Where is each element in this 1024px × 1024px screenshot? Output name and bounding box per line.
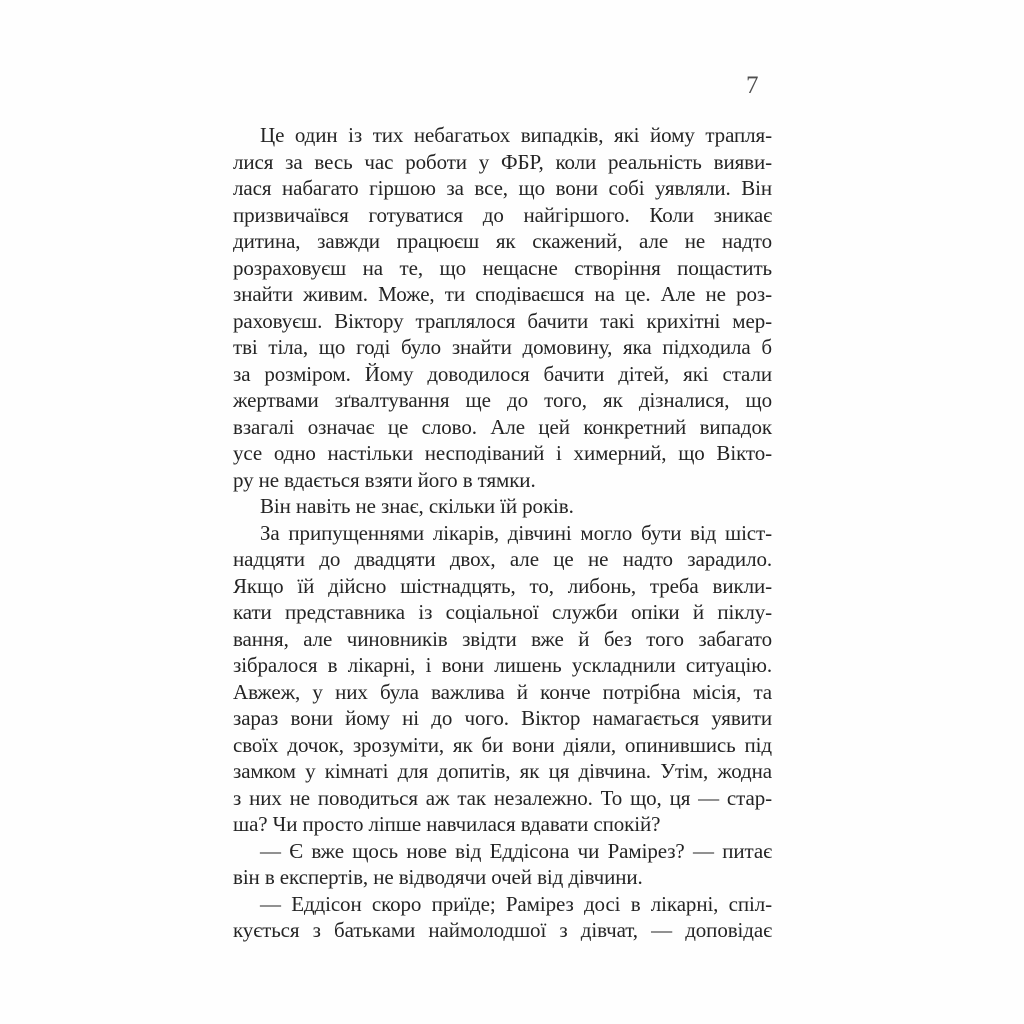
- text-line: призвичаївся готуватися до найгіршого. Коли зникає: [233, 202, 772, 227]
- text-line: кується з батьками наймолодшої з дівчат, — доповідає: [233, 918, 772, 942]
- text-line: Це один із тих небагатьох випадків, які йому трапля-: [260, 123, 772, 147]
- text-line: розраховуєш на те, що нещасне створіння пощастить: [233, 255, 772, 280]
- text-line: вання, але чиновників звідти вже й без того забагато: [233, 626, 772, 651]
- text-line: знайти живим. Може, ти сподіваєшся на це. Але не роз-: [233, 282, 772, 306]
- text-line: він в експертів, не відводячи очей від дівчини.: [233, 865, 643, 889]
- page-number: 7: [746, 72, 759, 99]
- text-line: дитина, завжди працюєш як скажений, але не надто: [233, 229, 772, 253]
- text-line: раховуєш. Віктору траплялося бачити такі крихітні мер-: [233, 308, 772, 333]
- text-line: своїх дочок, зрозуміти, як би вони діяли, опинившись під: [233, 732, 772, 757]
- text-line: За припущеннями лікарів, дівчині могло бути від шіст-: [260, 520, 772, 545]
- text-line: кати представника із соціальної служби опіки й піклу-: [233, 600, 772, 624]
- text-line: жертвами зґвалтування ще до того, як дізналися, що: [233, 388, 772, 412]
- text-line: зараз вони йому ні до чого. Віктор намагається уявити: [233, 706, 772, 730]
- text-line: усе одно настільки несподіваний і химерний, що Вікто-: [233, 441, 772, 465]
- text-line: Якщо їй дійсно шістнадцять, то, либонь, треба викли-: [233, 573, 772, 598]
- paragraph: [233, 891, 772, 944]
- text-line: — Є вже щось нове від Еддісона чи Рамірез? — питає: [260, 838, 772, 863]
- text-line: замком у кімнаті для допитів, як ця дівчина. Утім, жодна: [233, 759, 772, 783]
- text-line: ру не вдається взяти його в тямки.: [233, 467, 536, 492]
- paragraph: [233, 122, 772, 493]
- text-line: надцяти до двадцяти двох, але це не надто зарадило.: [233, 547, 772, 571]
- text-line: лася набагато гіршою за все, що вони собі уявляли. Він: [233, 176, 772, 200]
- text-line: тві тіла, що годі було знайти домовину, яка підходила б: [233, 335, 772, 359]
- text-line: ша? Чи просто ліпше навчилася вдавати спокій?: [233, 812, 661, 836]
- text-line: зібралося в лікарні, і вони лишень ускладнили ситуацію.: [233, 653, 772, 677]
- text-line: лися за весь час роботи у ФБР, коли реальність вияви-: [233, 149, 772, 174]
- paragraph: [233, 520, 772, 838]
- text-line: взагалі означає це слово. Але цей конкретний випадок: [233, 414, 772, 439]
- paragraph: [233, 493, 772, 520]
- text-line: — Еддісон скоро приїде; Рамірез досі в лікарні, спіл-: [260, 891, 772, 916]
- text-block: [233, 122, 772, 944]
- paragraph: [233, 838, 772, 891]
- text-line: з них не поводиться аж так незалежно. То що, ця — стар-: [233, 785, 772, 810]
- text-line: Він навіть не знає, скільки їй років.: [260, 494, 574, 518]
- text-line: Авжеж, у них була важлива й конче потрібна місія, та: [233, 679, 772, 704]
- text-line: за розміром. Йому доводилося бачити дітей, які стали: [233, 361, 772, 386]
